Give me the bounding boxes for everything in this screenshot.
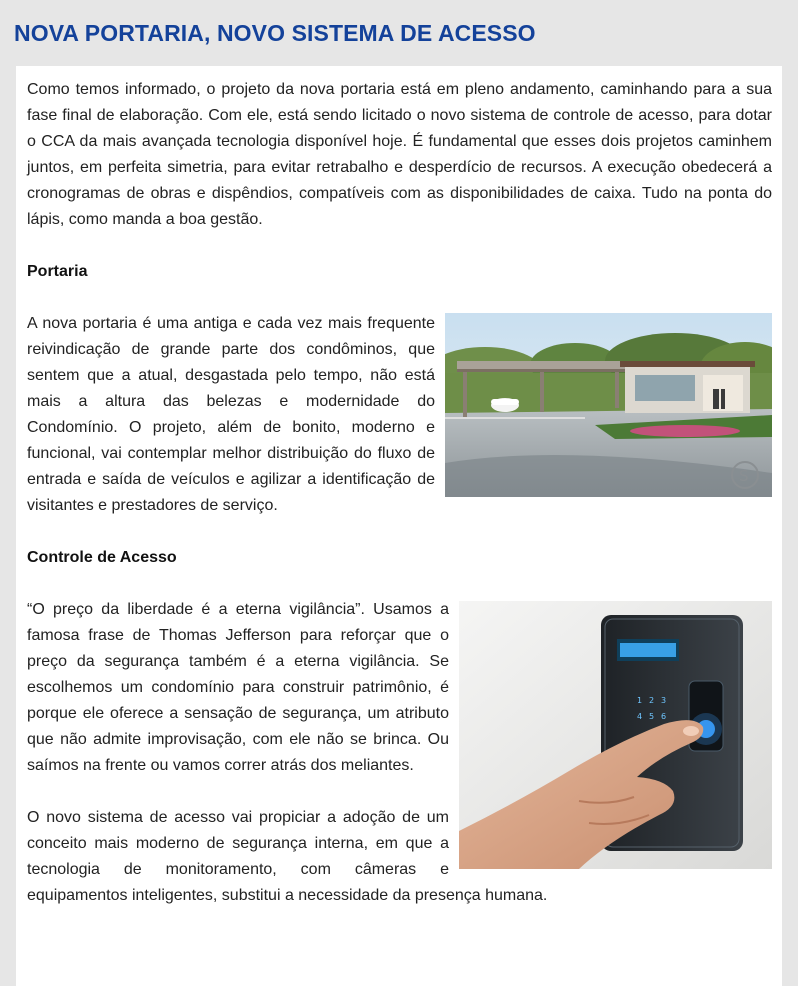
svg-text:3: 3	[661, 696, 667, 705]
intro-paragraph: Como temos informado, o projeto da nova portaria está em pleno andamento, caminhando para a sua fase final de elaboração. Com ele, está sendo licitado o novo sistema de controle de acesso, para dotar o CCA da mais avançada tecnologia disponível hoje. É fundamental que esses dois projetos caminhem juntos, em perfeita simetria, para evitar retrabalho e desperdício de recursos. A execução obedecerá a cronogramas de obras e dispêndios, compatíveis com as disponibilidades de caixa. Tudo na ponta do lápis, como manda a boa gestão.	[27, 81, 772, 228]
article-title: NOVA PORTARIA, NOVO SISTEMA DE ACESSO	[14, 20, 536, 46]
controle-paragraph-2: O novo sistema de acesso vai propiciar a adoção de um conceito mais moderno de segurança interna, em que a tecnologia de monitoramento, com câmeras e equipamentos inteligentes, substitui a necessidade da presença humana.	[27, 809, 548, 904]
svg-text:6: 6	[661, 712, 667, 721]
section-controle-acesso	[27, 597, 772, 909]
svg-text:S: S	[739, 467, 749, 485]
svg-text:1: 1	[637, 696, 643, 705]
fingerprint-scanner-image	[459, 601, 772, 869]
article-card	[16, 66, 782, 986]
portaria-paragraph: A nova portaria é uma antiga e cada vez mais frequente reivindicação de grande parte dos condôminos, que sentem que a atual, desgastada pelo tempo, não está mais a altura das belezas e modernidade do Condomínio. O projeto, além de bonito, moderno e funcional, vai contemplar melhor distribuição do fluxo de entrada e saída de veículos e agilizar a identificação de visitantes e prestadores de serviço.	[27, 315, 435, 514]
svg-text:4: 4	[637, 712, 643, 721]
section-heading-controle-acesso: Controle de Acesso	[27, 549, 177, 566]
svg-text:5: 5	[649, 712, 655, 721]
gatehouse-rendering-image	[445, 313, 772, 497]
section-portaria	[27, 311, 772, 519]
controle-paragraph-1: “O preço da liberdade é a eterna vigilância”. Usamos a famosa frase de Thomas Jefferson para reforçar que o preço da segurança também é a eterna vigilância. Se escolhemos um condomínio para construir patrimônio, é porque ele oferece a sensação de segurança, um atributo que não admite improvisação, com ele não se brinca. Ou saímos na frente ou vamos correr atrás dos meliantes.	[27, 601, 449, 774]
article-content	[27, 77, 772, 909]
section-heading-portaria: Portaria	[27, 263, 88, 280]
svg-text:2: 2	[649, 696, 655, 705]
